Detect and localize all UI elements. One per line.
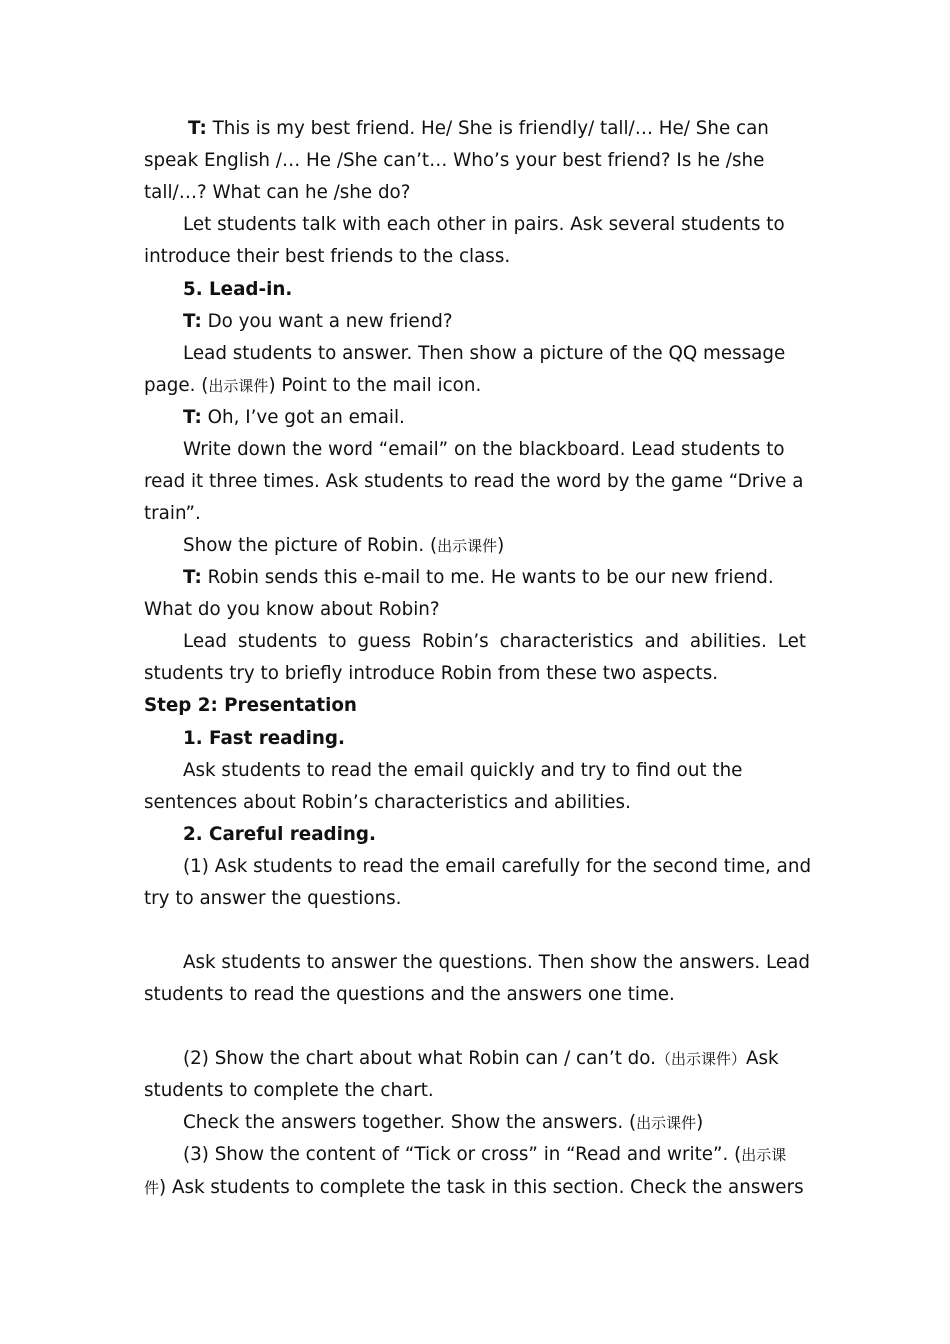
chinese-note: （出示课件） [655,1050,746,1068]
text-line: students try to briefly introduce Robin from these two aspects. [144,663,719,684]
section-heading: 2. Careful reading. [183,824,376,845]
section-heading: 1. Fast reading. [183,728,345,749]
text-line: Write down the word “email” on the blackboard. Lead students to [183,439,785,460]
text-line: What do you know about Robin? [144,599,440,620]
text-line: sentences about Robin’s characteristics and abilities. [144,792,631,813]
text-line: train”. [144,503,201,524]
text-line: Ask students to answer the questions. Then show the answers. Lead [183,952,810,973]
text-line: students to read the questions and the answers one time. [144,984,675,1005]
speaker-label: T: [188,118,207,139]
text-line: speak English /… He /She can’t… Who’s your best friend? Is he /she [144,150,765,171]
chinese-note: 出示课件 [208,377,269,395]
text-line: Lead students to guess Robin’s characteristics and abilities. Let [183,631,806,652]
text-line: try to answer the questions. [144,888,402,909]
text-line: 件) Ask students to complete the task in this section. Check the answers [144,1177,804,1198]
step-heading: Step 2: Presentation [144,695,357,716]
speaker-label: T: [183,407,202,428]
text-line: Let students talk with each other in pairs. Ask several students to [183,214,785,235]
text-line: (1) Ask students to read the email carefully for the second time, and [183,856,812,877]
text-line: tall/…? What can he /she do? [144,182,411,203]
speaker-label: T: [183,567,202,588]
text-line: T: This is my best friend. He/ She is friendly/ tall/… He/ She can [188,118,769,139]
speaker-label: T: [183,311,202,332]
text-line: Ask students to read the email quickly and try to find out the [183,760,743,781]
text-line: T: Robin sends this e-mail to me. He wants to be our new friend. [183,567,774,588]
chinese-note: 件 [144,1179,160,1197]
text-line: T: Oh, I’ve got an email. [183,407,405,428]
text-line: T: Do you want a new friend? [183,311,453,332]
text-line: (2) Show the chart about what Robin can / can’t do.（出示课件）Ask [183,1048,779,1069]
section-heading: 5. Lead-in. [183,279,293,300]
text-line: (3) Show the content of “Tick or cross” in “Read and write”. (出示课 [183,1144,787,1165]
text-line: Check the answers together. Show the answers. (出示课件) [183,1112,704,1133]
text-line: introduce their best friends to the class. [144,246,511,267]
chinese-note: 出示课件 [636,1114,697,1132]
text-line: Lead students to answer. Then show a picture of the QQ message [183,343,786,364]
text-line: Show the picture of Robin. (出示课件) [183,535,505,556]
text-line: page. (出示课件) Point to the mail icon. [144,375,482,396]
chinese-note: 出示课件 [437,537,498,555]
text-line: read it three times. Ask students to read the word by the game “Drive a [144,471,804,492]
chinese-note: 出示课 [741,1146,787,1164]
text-line: students to complete the chart. [144,1080,434,1101]
